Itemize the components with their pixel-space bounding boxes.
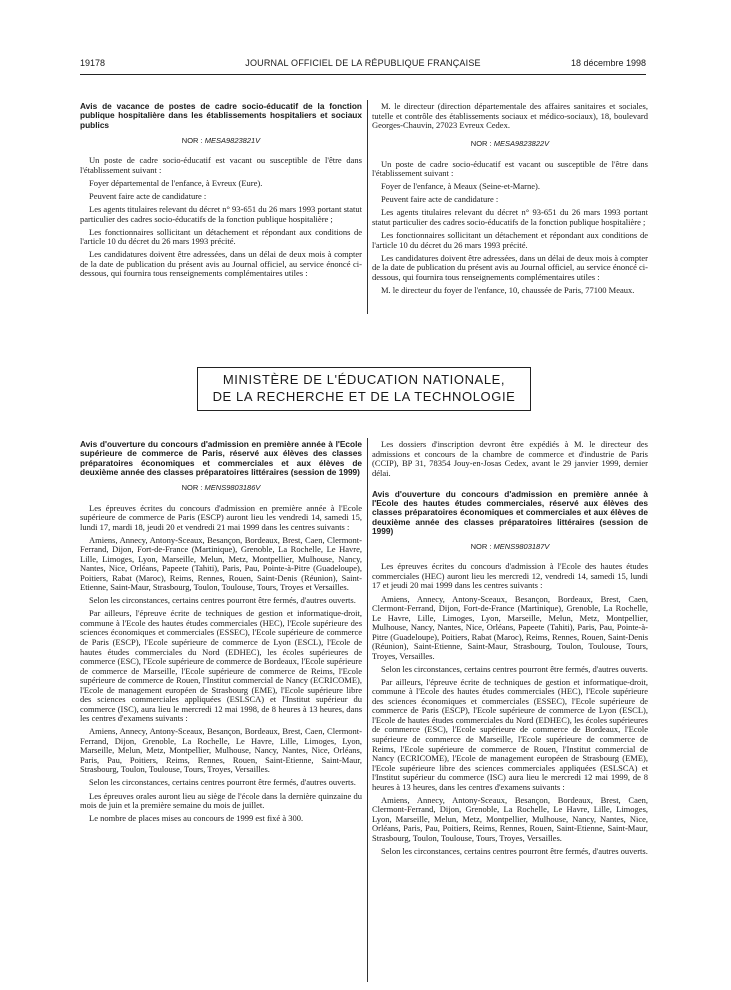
- notice-hec-concours: [372, 440, 648, 860]
- header-rule: [80, 74, 646, 75]
- nor-label: NOR :: [181, 483, 203, 493]
- ministry-line-1: MINISTÈRE DE L'ÉDUCATION NATIONALE,: [222, 372, 506, 387]
- nor-reference: [372, 140, 648, 148]
- paragraph: Les fonctionnaires sollicitant un détachement et répondant aux conditions de l'article 10 du décret du 26 mars 1993 précité.: [372, 230, 648, 250]
- notice-title: Avis d'ouverture du concours d'admission en première année à l'Ecole supérieure de commerce de Paris, réservé aux élèves des classes préparatoires économiques et commerciales et aux élèves de deuxième année des classes préparatoires littéraires (session de 1999): [80, 439, 362, 477]
- notice-title: Avis d'ouverture du concours d'admission en première année à l'Ecole des hautes études commerciales, réservé aux élèves des classes préparatoires économiques et commerciales et aux élèves de deuxième année des classes préparatoires littéraires (session de 1999): [372, 488, 648, 536]
- nor-label: NOR :: [470, 139, 492, 149]
- nor-code: MESA9823821V: [204, 135, 261, 145]
- paragraph: Les candidatures doivent être adressées, dans un délai de deux mois à compter de la date de publication du présent avis au Journal officiel, au service énoncé ci-dessous, qui fournira tous renseignements complémentaires utiles :: [80, 249, 362, 279]
- notice-vacancy-meaux: [372, 102, 648, 299]
- paragraph: Foyer départemental de l'enfance, à Evreux (Eure).: [89, 177, 263, 188]
- journal-title: JOURNAL OFFICIEL DE LA RÉPUBLIQUE FRANÇAISE: [245, 58, 481, 68]
- publication-date: 18 décembre 1998: [570, 58, 646, 68]
- paragraph: Amiens, Annecy, Antony-Sceaux, Besançon, Bordeaux, Brest, Caen, Clermont-Ferrand, Dijon, Grenoble, La Rochelle, Le Havre, Lille, Limoges, Lyon, Marseille, Melun, Metz, Montpellier, Mulhouse, Nancy, Nantes, Nice, Orléans, Paris, Pau, Poitiers, Reims, Rennes, Rouen, Saint-Etienne, Saint-Maur, Strasbourg, Toulon, Toulouse, Tours, Troyes, Versailles.: [80, 726, 362, 775]
- paragraph: Les fonctionnaires sollicitant un détachement et répondant aux conditions de l'article 10 du décret du 26 mars 1993 précité.: [80, 226, 362, 247]
- nor-code: MENS9803187V: [493, 542, 550, 552]
- paragraph: Selon les circonstances, certains centres pourront être fermés, d'autres ouverts.: [89, 777, 356, 788]
- paragraph: Par ailleurs, l'épreuve écrite de techniques de gestion et informatique-droit, commune à l'Ecole des hautes études commerciales (HEC), l'Ecole supérieure des sciences économiques et commerciales (ESSEC), l'Ecole supérieure de commerce de Paris (ESCP), l'Ecole supérieure de commerce de Lyon (ESCL), l'Ecole de hautes études commerciales du Nord (EDHEC), les écoles supérieures de commerce (ESC), l'Ecole supérieure de commerce de Bordeaux, l'Ecole supérieure de commerce de Marseille, l'Ecole supérieure de commerce de Reims, l'Ecole supérieure de commerce de Rouen, l'Institut commercial de Nancy (ECRICOME), l'Ecole de management européen de Strasbourg (EME), l'Ecole supérieure libre des sciences commerciales appliquées (ESLSCA) et l'Institut supérieur du commerce (ISC) aura lieu le mercredi 12 mai 1999, de 8 heures à 13 heures, dans les centres d'examens suivants :: [372, 676, 648, 792]
- ministry-line-2: DE LA RECHERCHE ET DE LA TECHNOLOGIE: [212, 388, 516, 404]
- page-header: [80, 58, 646, 72]
- paragraph: Un poste de cadre socio-éducatif est vacant ou susceptible de l'être dans l'établissement suivant :: [80, 155, 362, 175]
- paragraph: Les agents titulaires relevant du décret n° 93-651 du 26 mars 1993 portant statut particulier des cadres socio-éducatifs de la fonction publique hospitalière ;: [80, 204, 362, 224]
- paragraph: Les épreuves écrites du concours d'admission à l'Ecole des hautes études commerciales (HEC) auront lieu les mercredi 12, vendredi 14, samedi 15, lundi 17 et jeudi 20 mai 1999 dans les centres suivants :: [372, 561, 648, 591]
- nor-code: MENS9803186V: [204, 483, 261, 493]
- paragraph: Les épreuves orales auront lieu au siège de l'école dans la dernière quinzaine du mois de juin et la première semaine du mois de juillet.: [80, 790, 362, 811]
- paragraph: Amiens, Annecy, Antony-Sceaux, Besançon, Bordeaux, Brest, Caen, Clermont-Ferrand, Dijon, Grenoble, La Rochelle, Le Havre, Lille, Limoges, Lyon, Marseille, Melun, Metz, Montpellier, Mulhouse, Nancy, Nantes, Nice, Orléans, Paris, Pau, Poitiers, Reims, Rennes, Rouen, Saint-Etienne, Saint-Maur, Strasbourg, Toulon, Toulouse, Tours, Troyes, Versailles.: [372, 794, 648, 843]
- paragraph: Selon les circonstances, certains centres pourront être fermés, d'autres ouverts.: [381, 845, 648, 856]
- column-divider: [367, 100, 368, 314]
- nor-code: MESA9823822V: [493, 139, 550, 149]
- notice-escp-concours: [80, 440, 362, 827]
- paragraph: Les épreuves écrites du concours d'admission en première année à l'Ecole supérieure de commerce de Paris (ESCP) auront lieu les vendredi 14, samedi 15, lundi 17, mardi 18, jeudi 20 et vendredi 21 mai 1999 dans les centres suivants :: [80, 502, 362, 532]
- paragraph: Foyer de l'enfance, à Meaux (Seine-et-Marne).: [381, 181, 540, 192]
- ministry-heading: [197, 367, 531, 411]
- paragraph: Les dossiers d'inscription devront être expédiés à M. le directeur des admissions et concours de la chambre de commerce et d'industrie de Paris (CCIP), BP 31, 78354 Jouy-en-Josas Cedex, avant le 29 janvier 1999, dernier délai.: [372, 439, 648, 478]
- paragraph: Les agents titulaires relevant du décret n° 93-651 du 26 mars 1993 portant statut particulier des cadres socio-éducatifs de la fonction publique hospitalière ;: [372, 207, 648, 227]
- paragraph: Selon les circonstances, certains centres pourront être fermés, d'autres ouverts.: [381, 663, 648, 674]
- nor-reference: [80, 484, 362, 492]
- paragraph: Le nombre de places mises au concours de 1999 est fixé à 300.: [89, 813, 304, 824]
- nor-label: NOR :: [470, 542, 492, 552]
- paragraph: Peuvent faire acte de candidature :: [381, 194, 499, 205]
- nor-reference: [372, 543, 648, 551]
- paragraph: M. le directeur du foyer de l'enfance, 10, chaussée de Paris, 77100 Meaux.: [381, 284, 635, 295]
- paragraph: Amiens, Annecy, Antony-Sceaux, Besançon, Bordeaux, Brest, Caen, Clermont-Ferrand, Dijon, Fort-de-France (Martinique), Grenoble, La Rochelle, Le Havre, Lille, Limoges, Lyon, Marseille, Melun, Metz, Montpellier, Mulhouse, Nancy, Nantes, Nice, Orléans, Papeete (Tahiti), Paris, Pau, Pointe-à-Pitre (Guadeloupe), Poitiers, Rabat (Maroc), Reims, Rennes, Rouen, Saint-Denis (Réunion), Saint-Etienne, Saint-Maur, Strasbourg, Toulon, Toulouse, Tours, Troyes et Versailles.: [80, 534, 362, 593]
- paragraph: Les candidatures doivent être adressées, dans un délai de deux mois à compter de la date de publication du présent avis au Journal officiel, au service énoncé ci-dessous, qui fournira tous renseignements complémentaires utiles :: [372, 252, 648, 282]
- nor-label: NOR :: [181, 135, 203, 145]
- column-divider: [367, 438, 368, 982]
- notice-title: Avis de vacance de postes de cadre socio-éducatif de la fonction publique hospitalière dans les établissements hospitaliers et sociaux publics: [80, 101, 362, 130]
- notice-vacancy-evreux: [80, 102, 362, 282]
- paragraph: Amiens, Annecy, Antony-Sceaux, Besançon, Bordeaux, Brest, Caen, Clermont-Ferrand, Dijon, Fort-de-France (Martinique), Grenoble, La Rochelle, Le Havre, Lille, Limoges, Lyon, Marseille, Melun, Metz, Montpellier, Mulhouse, Nancy, Nantes, Nice, Orléans, Papeete (Tahiti), Paris, Pau, Pointe-à-Pitre (Guadeloupe), Poitiers, Rabat (Maroc), Reims, Rennes, Rouen, Saint-Denis (Réunion), Saint-Etienne, Saint-Maur, Strasbourg, Toulon, Toulouse, Tours, Troyes, Versailles.: [372, 593, 648, 661]
- paragraph: M. le directeur (direction départementale des affaires sanitaires et sociales, tutelle et contrôle des établissements sociaux et médico-sociaux), 18, boulevard Georges-Chauvin, 27023 Evreux Cedex.: [372, 101, 648, 131]
- paragraph: Un poste de cadre socio-éducatif est vacant ou susceptible de l'être dans l'établissement suivant :: [372, 158, 648, 179]
- paragraph: Peuvent faire acte de candidature :: [89, 190, 207, 201]
- paragraph: Par ailleurs, l'épreuve écrite de techniques de gestion et informatique-droit, commune à l'Ecole des hautes études commerciales (HEC), l'Ecole supérieure des sciences économiques et commerciales (ESSEC), l'Ecole supérieure de commerce de Paris (ESCP), l'Ecole supérieure de commerce de Lyon (ESCL), l'Ecole de hautes études commerciales du Nord (EDHEC), les écoles supérieures de commerce (ESC), l'Ecole supérieure de commerce de Bordeaux, l'Ecole supérieure de commerce de Marseille, l'Ecole supérieure de commerce de Reims, l'Ecole supérieure de commerce de Rouen, l'Institut commercial de Nancy (ECRICOME), l'Ecole de management européen de Strasbourg (EME), l'Ecole supérieure libre des sciences commerciales appliquées (ESLSCA) et l'Institut supérieur du commerce (ISC), aura lieu le mercredi 12 mai 1998, de 8 heures à 13 heures, dans les centres d'examens suivants :: [80, 608, 362, 724]
- paragraph: Selon les circonstances, certains centres pourront être fermés, d'autres ouverts.: [89, 595, 356, 606]
- nor-reference: [80, 137, 362, 145]
- page-number: 19178: [80, 58, 106, 68]
